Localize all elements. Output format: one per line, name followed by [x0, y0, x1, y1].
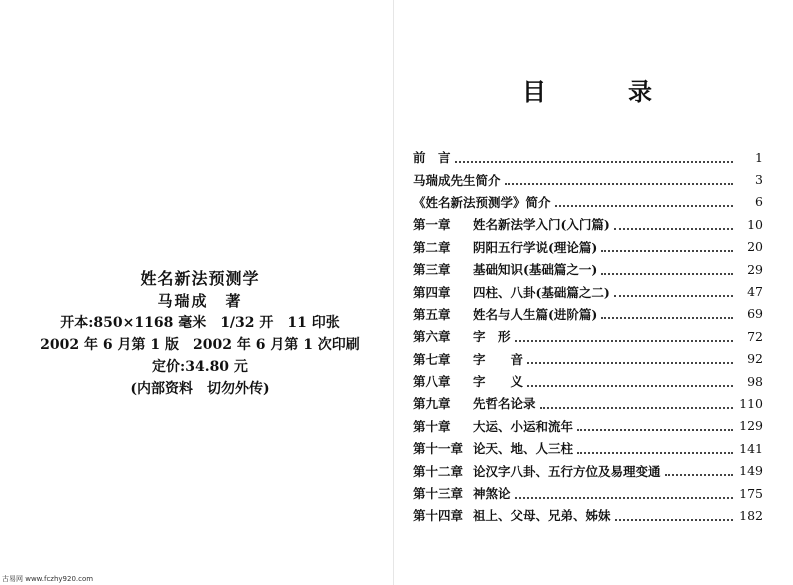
toc-chapter-name: 四柱、八卦(基础篇之二) [473, 284, 610, 300]
toc-page-number: 72 [747, 328, 763, 344]
toc-entry[interactable] [413, 504, 763, 526]
toc-entry[interactable] [413, 213, 763, 235]
edition-line: 2002 年 6 月第 1 版 2002 年 6 月第 1 次印刷 [40, 337, 360, 353]
leader-dots [527, 359, 733, 364]
toc-chapter-number: 第十四章 [413, 508, 464, 524]
leader-dots [515, 494, 733, 499]
toc-entry[interactable] [413, 437, 763, 459]
toc-page-number: 182 [739, 507, 763, 523]
leader-dots [614, 292, 733, 297]
toc-chapter-name: 字 形 [473, 329, 511, 345]
site-footer: 古易网 www.fczhy920.com [2, 575, 94, 583]
leader-dots [615, 516, 733, 521]
format-line: 开本:850×1168 毫米 1/32 开 11 印张 [60, 315, 340, 331]
toc-entry[interactable] [413, 168, 763, 190]
colophon [20, 268, 380, 400]
toc-chapter-name: 姓名新法学入门(入门篇) [473, 217, 610, 233]
leader-dots [601, 247, 733, 252]
toc-page-number: 98 [747, 373, 763, 389]
toc-page-number: 29 [747, 261, 763, 277]
toc-chapter-number: 第十三章 [413, 486, 464, 502]
toc-chapter-number: 第十章 [413, 418, 451, 434]
leader-dots [601, 270, 733, 275]
toc-entry-title: 马瑞成先生简介 [413, 172, 501, 188]
toc-page-number: 69 [747, 306, 763, 322]
toc-page-number: 129 [739, 418, 763, 434]
toc-chapter-number: 第八章 [413, 374, 451, 390]
toc-chapter-name: 阴阳五行学说(理论篇) [473, 239, 598, 255]
page-gutter [393, 0, 394, 585]
toc-chapter-number: 第五章 [413, 306, 451, 322]
toc-chapter-name: 先哲名论录 [473, 396, 536, 412]
toc-entry[interactable] [413, 280, 763, 302]
toc-entry[interactable] [413, 392, 763, 414]
toc-heading [480, 72, 710, 106]
toc-entry[interactable] [413, 325, 763, 347]
leader-dots [577, 449, 733, 454]
toc-chapter-number: 第二章 [413, 239, 451, 255]
toc-entry[interactable] [413, 459, 763, 481]
toc-page-number: 149 [739, 463, 763, 479]
toc-chapter-name: 基础知识(基础篇之一) [473, 262, 598, 278]
toc-page-number: 3 [755, 172, 763, 188]
toc-chapter-number: 第四章 [413, 284, 451, 300]
toc-entry[interactable] [413, 482, 763, 504]
toc-chapter-name: 神煞论 [473, 486, 511, 502]
restriction-note: (内部资料 切勿外传) [130, 381, 270, 397]
toc-page-number: 10 [747, 216, 763, 232]
toc-entry[interactable] [413, 191, 763, 213]
toc-page-number: 1 [755, 149, 763, 165]
toc-entry[interactable] [413, 258, 763, 280]
toc-page-number: 92 [747, 351, 763, 367]
toc-chapter-number: 第六章 [413, 329, 451, 345]
toc-page-number: 47 [747, 284, 763, 300]
leader-dots [540, 404, 733, 409]
author-line: 马瑞成 著 [157, 292, 243, 310]
leader-dots [455, 158, 733, 163]
toc-page-number: 110 [739, 395, 763, 411]
toc-chapter-number: 第七章 [413, 351, 451, 367]
leader-dots [665, 471, 733, 476]
toc-chapter-number: 第三章 [413, 262, 451, 278]
toc-entry[interactable] [413, 415, 763, 437]
toc-chapter-name: 字 义 [473, 374, 524, 390]
toc-page-number: 20 [747, 239, 763, 255]
toc-entry[interactable] [413, 146, 763, 168]
toc-page-number: 141 [739, 440, 763, 456]
toc-chapter-number: 第十二章 [413, 463, 464, 479]
toc-chapter-name: 字 音 [473, 351, 524, 367]
leader-dots [505, 180, 733, 185]
toc-heading-char-1: 目 [522, 77, 548, 106]
toc-chapter-number: 第一章 [413, 217, 451, 233]
toc-chapter-number: 第十一章 [413, 441, 464, 457]
toc-heading-char-2: 录 [628, 77, 654, 106]
book-title: 姓名新法预测学 [140, 269, 260, 288]
toc-entry-title: 前 言 [413, 150, 451, 166]
leader-dots [614, 225, 733, 230]
toc-page-number: 6 [755, 194, 763, 210]
toc-chapter-name: 大运、小运和流年 [473, 418, 574, 434]
toc-list [413, 146, 763, 527]
toc-chapter-number: 第九章 [413, 396, 451, 412]
leader-dots [555, 202, 733, 207]
leader-dots [601, 314, 733, 319]
toc-entry[interactable] [413, 370, 763, 392]
toc-chapter-name: 论汉字八卦、五行方位及易理变通 [473, 463, 661, 479]
price-line: 定价:34.80 元 [152, 359, 248, 375]
toc-entry[interactable] [413, 303, 763, 325]
toc-chapter-name: 论天、地、人三柱 [473, 441, 574, 457]
leader-dots [577, 426, 733, 431]
toc-entry-title: 《姓名新法预测学》简介 [413, 194, 551, 210]
toc-page-number: 175 [739, 485, 763, 501]
toc-entry[interactable] [413, 348, 763, 370]
leader-dots [527, 382, 733, 387]
toc-entry[interactable] [413, 236, 763, 258]
leader-dots [515, 337, 733, 342]
toc-chapter-name: 姓名与人生篇(进阶篇) [473, 306, 598, 322]
toc-chapter-name: 祖上、父母、兄弟、姊妹 [473, 508, 611, 524]
